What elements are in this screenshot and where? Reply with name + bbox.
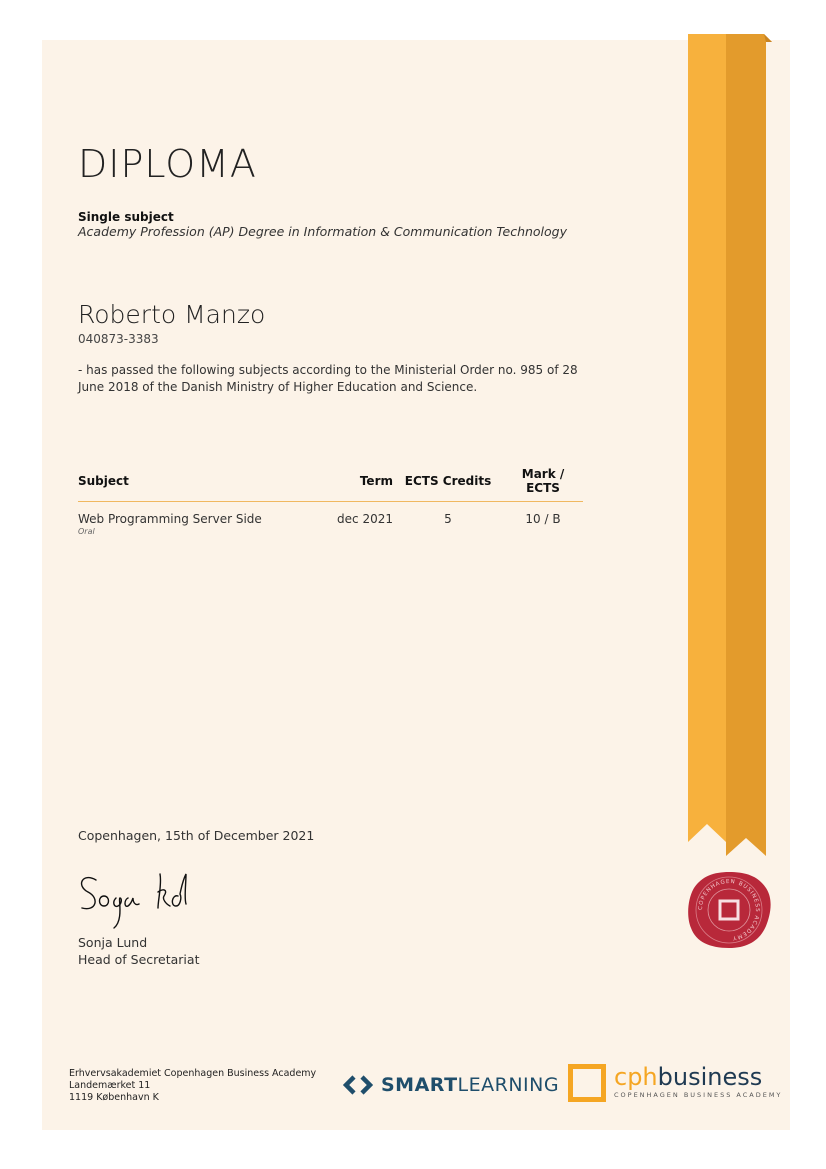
seal-text: COPENHAGEN BUSINESS ACADEMY bbox=[697, 878, 761, 941]
institution-address bbox=[69, 1068, 316, 1104]
cph-square-icon bbox=[568, 1064, 606, 1102]
row-exam-form: Oral bbox=[78, 527, 95, 536]
cph-wordmark bbox=[614, 1064, 782, 1090]
program-name: Academy Profession (AP) Degree in Information & Communication Technology bbox=[78, 224, 568, 239]
cphbusiness-logo bbox=[568, 1064, 782, 1102]
student-id: 040873-3383 bbox=[78, 332, 159, 346]
cph-prefix: cph bbox=[614, 1063, 658, 1091]
address-line: 1119 København K bbox=[69, 1092, 159, 1103]
row-subject: Web Programming Server Side bbox=[78, 512, 262, 526]
handwritten-signature bbox=[74, 866, 214, 934]
row-term: dec 2021 bbox=[337, 512, 393, 526]
smartlearning-light: LEARNING bbox=[457, 1074, 560, 1096]
row-subject-cell bbox=[78, 502, 323, 537]
header-ects: ECTS Credits bbox=[393, 464, 503, 502]
table-header-row bbox=[78, 464, 583, 502]
smartlearning-bold: SMART bbox=[381, 1074, 458, 1096]
gold-ribbon bbox=[688, 34, 772, 868]
signer-title: Head of Secretariat bbox=[78, 952, 200, 967]
place-and-date: Copenhagen, 15th of December 2021 bbox=[78, 828, 315, 843]
table-row bbox=[78, 502, 583, 537]
address-line: Erhvervsakademiet Copenhagen Business Academy bbox=[69, 1068, 317, 1079]
wax-seal bbox=[686, 870, 772, 954]
cph-subtitle: COPENHAGEN BUSINESS ACADEMY bbox=[614, 1091, 783, 1099]
smartlearning-wordmark bbox=[381, 1074, 559, 1096]
chevrons-icon bbox=[343, 1074, 373, 1096]
row-ects: 5 bbox=[444, 512, 452, 526]
row-mark: 10 / B bbox=[525, 512, 561, 526]
header-subject: Subject bbox=[78, 464, 323, 502]
diploma-type: Single subject bbox=[78, 210, 174, 224]
student-name: Roberto Manzo bbox=[78, 300, 266, 329]
header-mark: Mark / ECTS bbox=[503, 464, 583, 502]
passed-statement: - has passed the following subjects according to the Ministerial Order no. 985 of 28 June 2018 of the Danish Ministry of Higher Education and Science. bbox=[78, 363, 578, 394]
signer-name: Sonja Lund bbox=[78, 935, 148, 950]
signer-block bbox=[78, 934, 199, 968]
cph-suffix: business bbox=[657, 1063, 763, 1091]
header-term: Term bbox=[323, 464, 393, 502]
smartlearning-logo bbox=[343, 1074, 559, 1096]
address-line: Landemærket 11 bbox=[69, 1080, 151, 1091]
diploma-title: DIPLOMA bbox=[78, 142, 257, 186]
subjects-table bbox=[78, 464, 583, 536]
